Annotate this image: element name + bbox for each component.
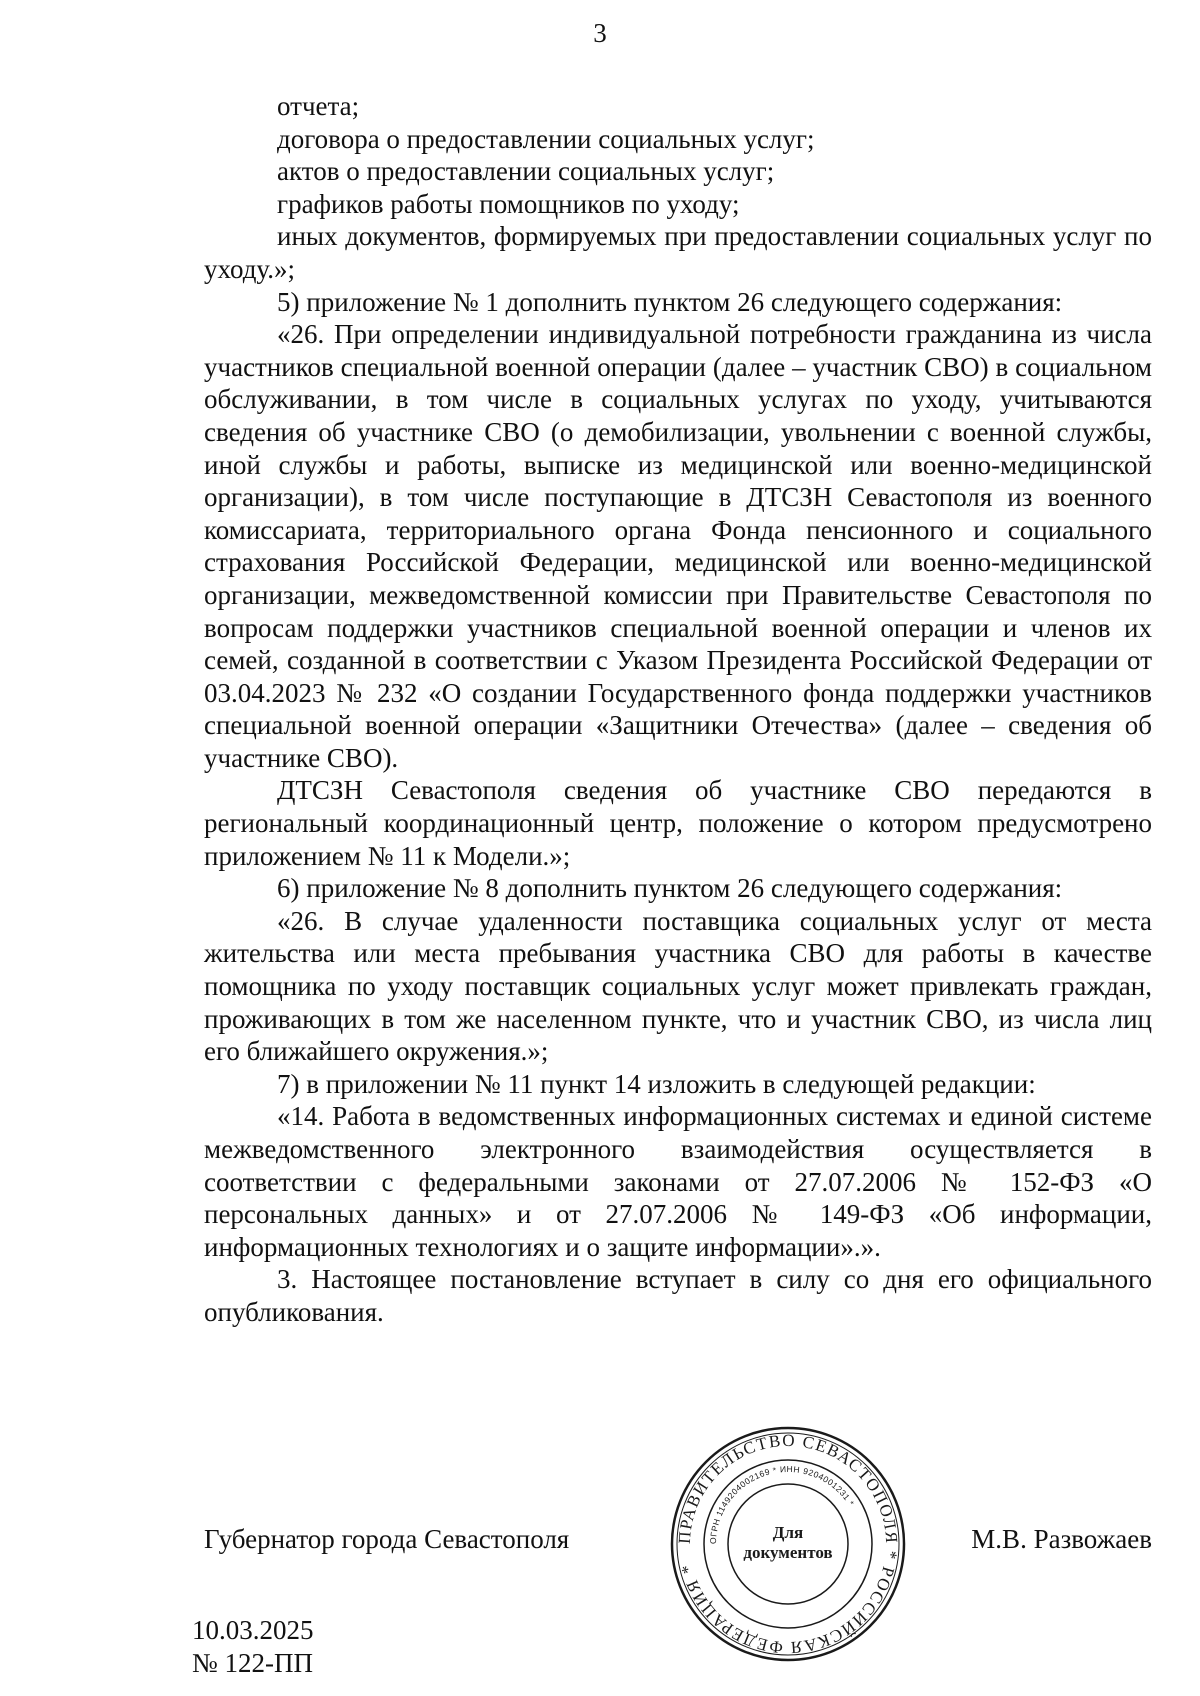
signatory-name: М.В. Развожаев <box>971 1524 1152 1554</box>
paragraph: 5) приложение № 1 дополнить пунктом 26 следующего содержания: <box>277 286 1063 317</box>
seal-center-line2: документов <box>743 1543 833 1562</box>
seal-center-line1: Для <box>772 1523 804 1542</box>
official-seal <box>668 1424 908 1664</box>
paragraph: договора о предоставлении социальных услуг; <box>277 123 815 154</box>
seal-graphic <box>668 1424 908 1664</box>
seal-outer-text: ПРАВИТЕЛЬСТВО СЕВАСТОПОЛЯ * РОССИЙСКАЯ ФЕДЕРАЦИЯ * <box>674 1430 902 1658</box>
paragraph: иных документов, формируемых при предоставлении социальных услуг по уходу.»; <box>204 221 1152 284</box>
paragraph: графиков работы помощников по уходу; <box>277 188 740 219</box>
paragraph: «14. Работа в ведомственных информационных системах и единой системе межведомственного электронного взаимодействия осуществляется в соответствии с федеральными законами от 27.07.2006 № 152-ФЗ «О персональных данных» и от 27.07.2006 № 149-ФЗ «Об информации, информационных технологиях и о защите информации».». <box>204 1101 1152 1262</box>
paragraph: «26. При определении индивидуальной потребности гражданина из числа участников специальной военной операции (далее – участник СВО) в социальном обслуживании, в том числе в социальных услугах по уходу, учитываются сведения об участнике СВО (о демобилизации, увольнении с военной службы, иной службы и работы, выписке из медицинской или военно-медицинской организации), в том числе поступающие в ДТСЗН Севастополя из военного комиссариата, территориального органа Фонда пенсионного и социального страхования Российской Федерации, медицинской или военно-медицинской организации, межведомственной комиссии при Правительстве Севастополя по вопросам поддержки участников специальной военной операции и членов их семей, созданной в соответствии с Указом Президента Российской Федерации от 03.04.2023 № 232 «О создании Государственного фонда поддержки участников специальной военной операции «Защитники Отечества» (далее – сведения об участнике СВО). <box>204 319 1152 773</box>
paragraph: 6) приложение № 8 дополнить пунктом 26 следующего содержания: <box>277 873 1063 904</box>
paragraph: 7) в приложении № 11 пункт 14 изложить в следующей редакции: <box>277 1068 1036 1099</box>
paragraph: «26. В случае удаленности поставщика социальных услуг от места жительства или места пребывания участника СВО для работы в качестве помощника по уходу поставщик социальных услуг может привлекать граждан, проживающих в том же населенном пункте, что и участник СВО, из числа лиц его ближайшего окружения.»; <box>204 905 1152 1067</box>
document-body <box>204 90 1152 1329</box>
document-number: № 122-ПП <box>192 1648 313 1678</box>
signatory-title: Губернатор города Севастополя <box>204 1524 570 1554</box>
seal-inner-text: ОГРН 1149204002169 * ИНН 9204001231 * <box>707 1463 857 1545</box>
document-info <box>192 1614 314 1680</box>
document-date: 10.03.2025 <box>192 1615 314 1645</box>
paragraph: ДТСЗН Севастополя сведения об участнике СВО передаются в региональный координационный центр, положение о котором предусмотрено приложением № 11 к Модели.»; <box>204 775 1152 871</box>
paragraph: отчета; <box>277 91 360 121</box>
paragraph: 3. Настоящее постановление вступает в силу со дня его официального опубликования. <box>204 1264 1152 1327</box>
page-number: 3 <box>593 18 607 48</box>
paragraph: актов о предоставлении социальных услуг; <box>277 156 775 187</box>
